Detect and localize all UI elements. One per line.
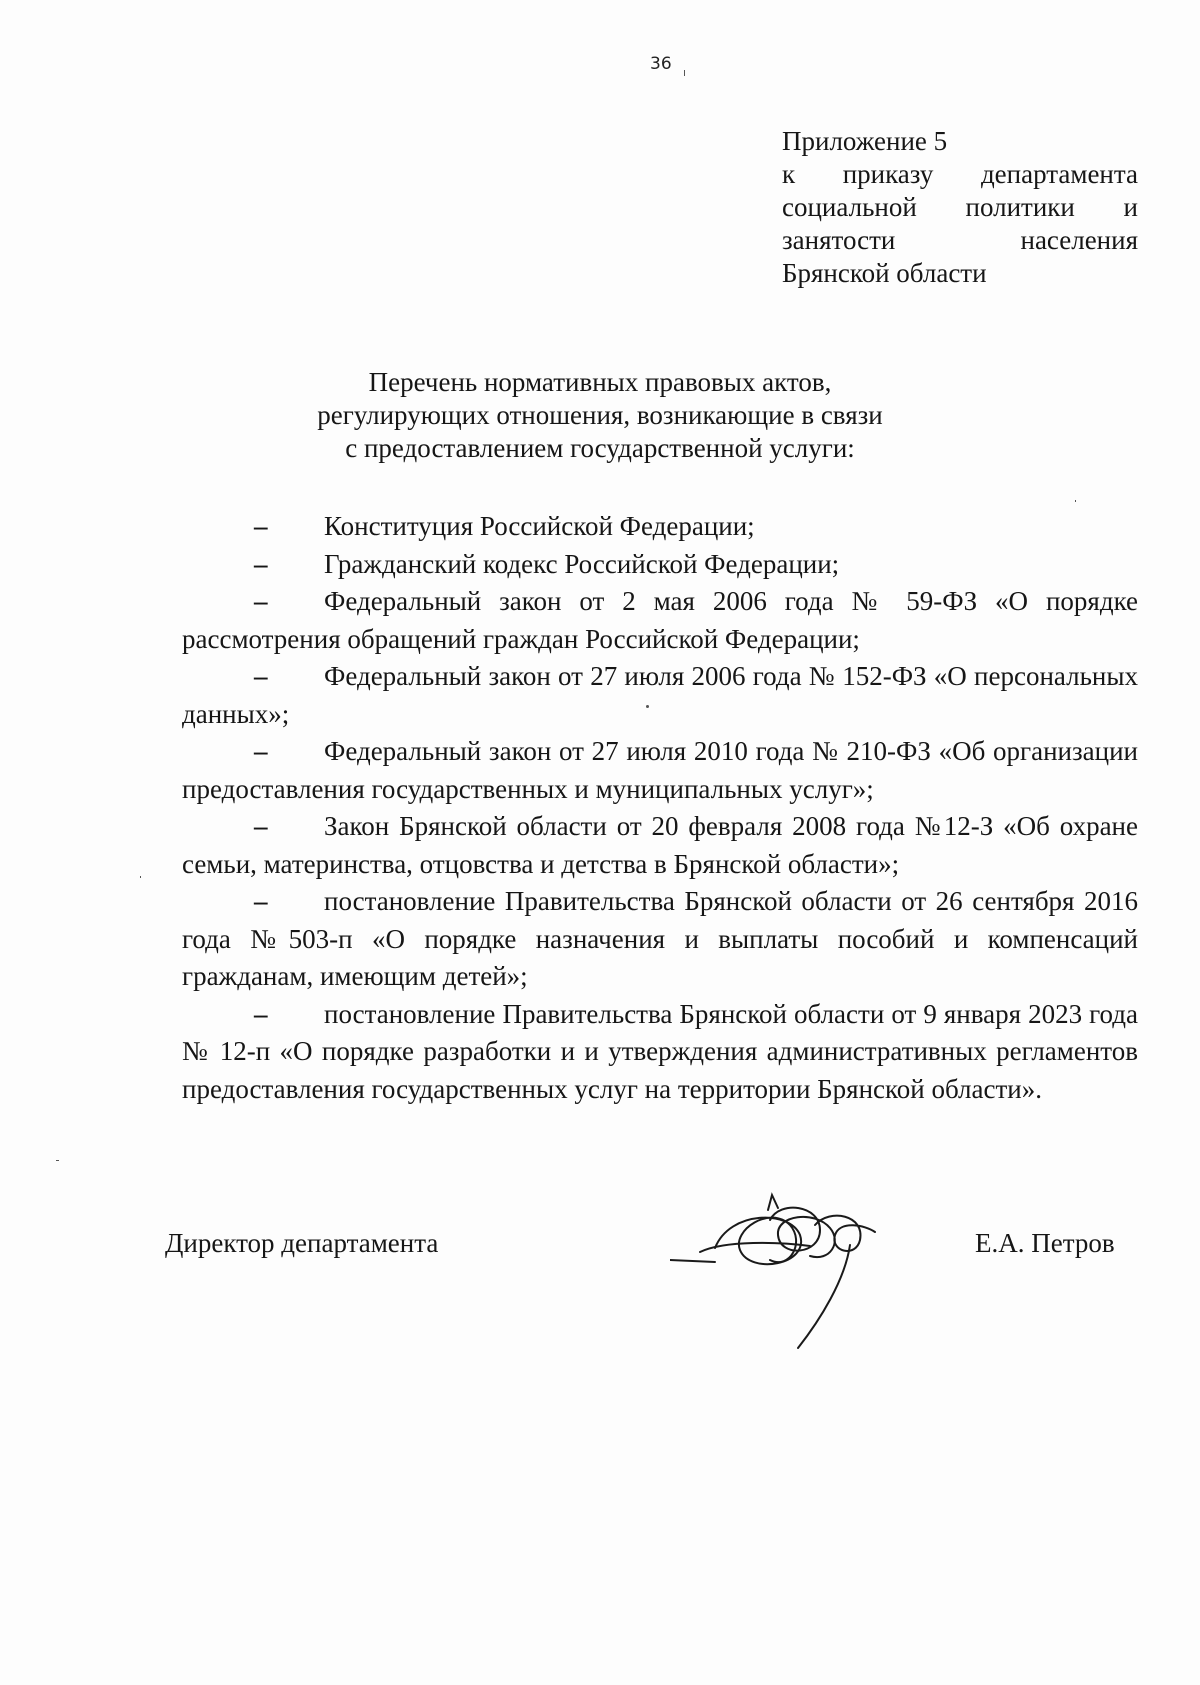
dash-marker: – [254, 586, 268, 616]
page-number: 36 [650, 54, 672, 74]
list-item [182, 658, 1138, 733]
scan-speck [56, 1160, 59, 1161]
scan-speck [140, 876, 141, 878]
title-line-1: Перечень нормативных правовых актов, [368, 367, 832, 397]
list-item [182, 733, 1138, 808]
annex-line-4: занятости населения [782, 225, 1138, 255]
dash-marker: – [254, 548, 268, 579]
list-item-text: Федеральный закон от 27 июля 2006 года № 152-ФЗ «О персональных данных»; [182, 661, 1138, 729]
title-line-3: с предоставлением государственной услуги: [345, 433, 855, 463]
annex-line-3: социальной политики и [782, 192, 1138, 222]
list-item-text: Гражданский кодекс Российской Федерации; [324, 548, 840, 579]
list-item [182, 996, 1138, 1109]
list-item-text: Федеральный закон от 2 мая 2006 года № 59-ФЗ «О порядке рассмотрения обращений граждан Российской Федерации; [182, 586, 1138, 654]
title-line-2: регулирующих отношения, возникающие в связи [317, 400, 883, 430]
dash-marker: – [254, 511, 268, 541]
list-item [182, 583, 1138, 658]
list-item-text: Конституция Российской Федерации; [324, 511, 755, 541]
annex-line-2: к приказу департамента [782, 159, 1138, 189]
list-item-text: Федеральный закон от 27 июля 2010 года № 210-ФЗ «Об организации предоставления государственных и муниципальных услуг»; [182, 736, 1138, 804]
legal-acts-list [182, 508, 1138, 1108]
dash-marker: – [254, 736, 268, 766]
scan-speck [684, 70, 685, 76]
list-item-text: постановление Правительства Брянской области от 9 января 2023 года № 12-п «О порядке разработки и и утверждения административных регламентов предоставления государственных услуг на территории Брянской области». [182, 998, 1138, 1104]
list-item [182, 546, 1138, 584]
document-title [200, 366, 1000, 465]
handwritten-signature-icon [670, 1180, 930, 1350]
dash-marker: – [254, 811, 268, 841]
annex-line-1: Приложение 5 [782, 126, 948, 156]
signatory-role: Директор департамента [165, 1228, 439, 1258]
dash-marker: – [254, 661, 268, 691]
scan-speck [1075, 500, 1076, 502]
dash-marker: – [254, 998, 268, 1029]
list-item [182, 508, 1138, 546]
annex-header [782, 125, 1138, 290]
signatory-name: Е.А. Петров [975, 1228, 1115, 1258]
scan-speck [646, 705, 649, 708]
list-item-text: Закон Брянской области от 20 февраля 2008 года №12-З «Об охране семьи, материнства, отцовства и детства в Брянской области»; [182, 811, 1138, 879]
list-item [182, 883, 1138, 996]
list-item [182, 808, 1138, 883]
dash-marker: – [254, 886, 268, 916]
list-item-text: постановление Правительства Брянской области от 26 сентября 2016 года №503-п «О порядке назначения и выплаты пособий и компенсаций гражданам, имеющим детей»; [182, 886, 1138, 991]
annex-line-5: Брянской области [782, 258, 987, 288]
